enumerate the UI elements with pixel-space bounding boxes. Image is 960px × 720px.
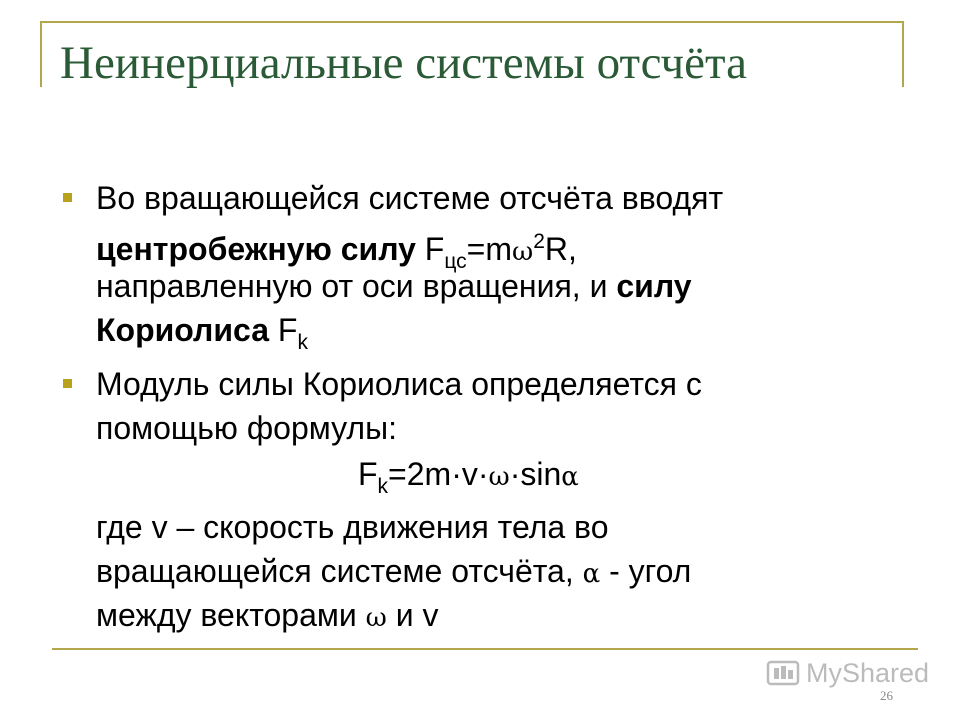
formula-sin: ·sin (509, 456, 562, 492)
bullet1-line4 (96, 308, 308, 365)
coriolis-formula (358, 452, 579, 509)
frame-top-line (40, 21, 904, 23)
force-symbol: F (415, 231, 445, 267)
centrifugal-force-term: центробежную силу (96, 231, 416, 267)
coriolis-term-part1: силу (616, 268, 692, 304)
formula-alpha: α (561, 462, 579, 492)
formula-omega: ω (488, 462, 510, 492)
force-subscript: цс (444, 250, 467, 273)
bullet2-line2 (96, 406, 397, 450)
formula-F: F (358, 456, 378, 492)
coriolis-force-symbol: F (269, 312, 298, 348)
formula-subscript: k (377, 475, 389, 498)
formula-end: R, (544, 231, 577, 267)
explanation-text-2b: - угол (600, 553, 692, 589)
explanation-line3 (96, 593, 439, 640)
explanation-line1 (96, 505, 608, 549)
slide-title: Неинерциальные системы отсчёта (60, 37, 748, 89)
bullet1-line1 (96, 176, 723, 220)
explanation-omega: ω (365, 603, 387, 633)
bullet2-text-2: помощью формулы: (96, 410, 397, 446)
bullet-marker-1 (63, 193, 72, 202)
coriolis-force-subscript: k (297, 331, 308, 354)
bullet2-line1 (96, 362, 702, 406)
explanation-line2 (96, 549, 691, 596)
watermark-text: MyShared (806, 657, 930, 688)
superscript-two: 2 (533, 230, 545, 253)
frame-bottom-line (52, 648, 918, 650)
bullet1-line3 (96, 264, 692, 308)
explanation-text-3b: и v (386, 597, 439, 633)
omega-symbol: ω (511, 237, 534, 267)
frame-right-line (902, 21, 904, 87)
explanation-text-1: где v – скорость движения тела во (96, 509, 609, 545)
formula-mid: =2m·v· (388, 456, 489, 492)
bullet1-text-3: направленную от оси вращения, и (96, 268, 617, 304)
explanation-alpha: α (582, 559, 601, 589)
frame-left-line (40, 21, 42, 87)
watermark (766, 658, 929, 688)
bullet1-text-1: Во вращающейся системе отсчёта вводят (96, 180, 724, 216)
page-number: 26 (880, 688, 893, 703)
watermark-logo-icon (766, 658, 800, 688)
explanation-text-2a: вращающейся системе отсчёта, (96, 553, 583, 589)
bullet2-text-1: Модуль силы Кориолиса определяется с (96, 366, 702, 402)
explanation-text-3a: между векторами (96, 597, 366, 633)
coriolis-term-part2: Кориолиса (96, 312, 270, 348)
bullet-marker-2 (63, 379, 72, 388)
formula-part: =m (466, 231, 512, 267)
